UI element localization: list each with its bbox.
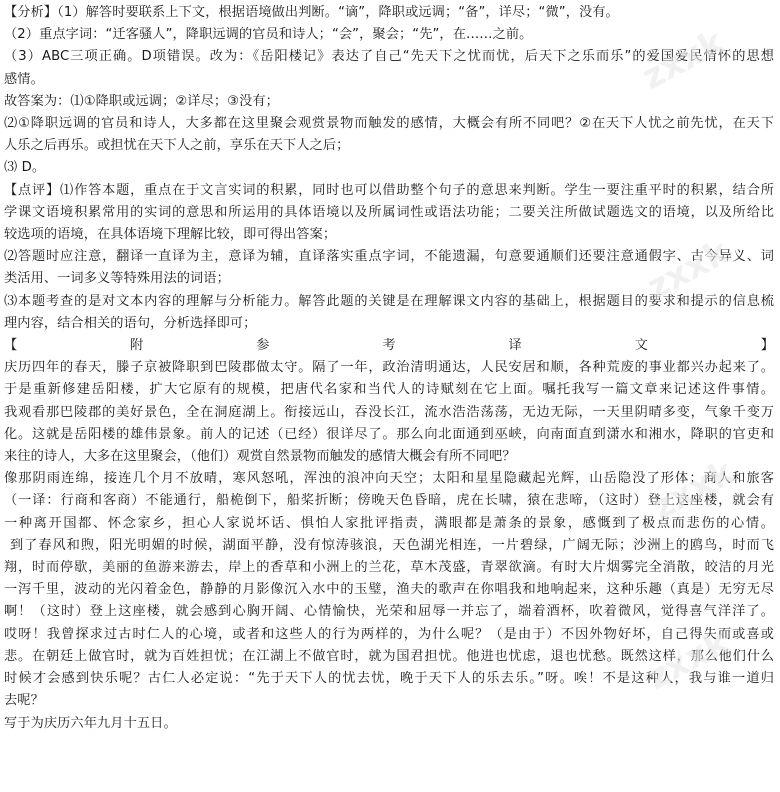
text-line: （3）ABC三项正确。D项错误。改为：《岳阳楼记》表达了自己“先天下之忧而忧，后天下之乐而乐”的爱国爱民情怀的思想	[4, 49, 774, 65]
text-line: 【点评】⑴作答本题，重点在于文言实词的积累，同时也可以借助整个句子的意思来判断。学生一要注重平时的积累，结合所	[4, 182, 774, 198]
text-line: 像那阴雨连绵，接连几个月不放晴，寒风怒吼，浑浊的浪冲向天空；太阳和星星隐藏起光辉，山岳隐没了形体；商人和旅客	[4, 471, 774, 487]
text-line: 写于为庆历六年九月十五日。	[4, 715, 177, 731]
text-line: 人乐之后再乐。或担忧在天下人之前，享乐在天下人之后；	[4, 138, 350, 154]
text-line: 庆历四年的春天，滕子京被降职到巴陵郡做太守。隔了一年，政治清明通达，人民安居和顺，各种荒废的事业都兴办起来了。	[4, 360, 774, 376]
text-line: 翔，时而停歇，美丽的鱼游来游去，岸上的香草和小洲上的兰花，草木茂盛，青翠欲滴。有时大片烟雾完全消散，皎洁的月光	[4, 560, 774, 576]
text-line: 悲。在朝廷上做官时，就为百姓担忧；在江湖上不做官时，就为国君担忧。他进也忧虑，退也忧愁。既然这样，那么他们什么	[4, 648, 774, 664]
text-line: 理内容，结合相关的语句，分析选择即可；	[4, 315, 257, 331]
text-line: 感情。	[4, 71, 44, 87]
text-line: 来往的诗人，大多在这里聚会，（他们）观赏自然景物而触发的感情大概会有所不同吧？	[4, 449, 516, 465]
text-line: （一译：行商和客商）不能通行，船桅倒下，船桨折断；傍晚天色昏暗，虎在长啸，猿在悲啼，（这时）登上这座楼，就会有	[4, 493, 774, 509]
text-line: 故答案为：⑴①降职或远调；②详尽；③没有；	[4, 93, 279, 109]
text-line: ⑶本题考查的是对文本内容的理解与分析能力。解答此题的关键是在理解课文内容的基础上，根据题目的要求和提示的信息梳	[4, 293, 774, 309]
watermark: zxxk	[635, 22, 731, 98]
text-line: 学课文语境积累常用的实词的意思和所运用的具体语境以及所属词性或语法功能；二要关注所做试题选文的语境，以及所给比	[4, 204, 774, 220]
text-line: 时候才会感到快乐呢？古仁人必定说：“先于天下人的忧去忧，晚于天下人的乐去乐。”呀。唉！不是这种人，我与谁一道归	[4, 671, 774, 687]
text-line: 于是重新修建岳阳楼，扩大它原有的规模，把唐代名家和当代人的诗赋刻在它上面。嘱托我写一篇文章来记述这件事情。	[4, 382, 774, 398]
text-line: ⑵答题时应注意，翻译一直译为主，意译为辅，直译落实重点字词，不能遗漏，句意要通顺们还要注意通假字、古今异义、词	[4, 249, 774, 265]
text-line: ⑵①降职远调的官员和诗人，大多都在这里聚会观赏景物而触发的感情，大概会有所不同吧？②在天下人忧之前先忧，在天下	[4, 116, 774, 132]
text-line: 类活用、一词多义等特殊用法的词语；	[4, 271, 230, 287]
text-line: 去呢？	[4, 693, 44, 709]
text-line: 啊！（这时）登上这座楼，就会感到心胸开阔、心情愉快，光荣和屈辱一并忘了，端着酒杯，吹着微风，觉得喜气洋洋了。	[4, 604, 774, 620]
text-line: 一泻千里，波动的光闪着金色，静静的月影像沉入水中的玉璧，渔夫的歌声在你唱我和地响起来，这种乐趣（真是）无穷无尽	[4, 582, 774, 598]
text-line: 【附参考译文】	[4, 338, 774, 354]
text-line: 到了春风和煦，阳光明媚的时候，湖面平静，没有惊涛骇浪，天色湖光相连，一片碧绿，广阔无际；沙洲上的鸥鸟，时而飞	[10, 537, 774, 553]
text-line: 化。这就是岳阳楼的雄伟景象。前人的记述（已经）很详尽了。那么向北面通到巫峡，向南面直到潇水和湘水，降职的官吏和	[4, 426, 774, 442]
text-line: 哎呀！我曾探求过古时仁人的心境，或者和这些人的行为两样的，为什么呢？（是由于）不因外物好坏，自己得失而或喜或	[4, 626, 774, 642]
text-line: 我观看那巴陵郡的美好景色，全在洞庭湖上。衔接远山，吞没长江，流水浩浩荡荡，无边无际，一天里阴晴多变，气象千变万	[4, 404, 774, 420]
watermark: zxxk	[645, 452, 741, 528]
watermark: zxxk	[640, 622, 736, 698]
text-line: 【分析】（1）解答时要联系上下文，根据语境做出判断。“谪”，降职或远调；“备”，详尽；“微”，没有。	[4, 5, 619, 20]
text-line: 一种离开国都、怀念家乡，担心人家说坏话、惧怕人家批评指责，满眼都是萧条的景象，感慨到了极点而悲伤的心情。	[4, 515, 774, 531]
text-line: （2）重点字词：“迁客骚人”，降职远调的官员和诗人；“会”，聚会；“先”，在……之前。	[4, 27, 533, 43]
text-line: ⑶ D。	[4, 160, 46, 176]
watermark: zxxk	[640, 232, 736, 308]
text-line: 较选项的语境，在具体语境下理解比较，即可得出答案；	[4, 227, 337, 243]
